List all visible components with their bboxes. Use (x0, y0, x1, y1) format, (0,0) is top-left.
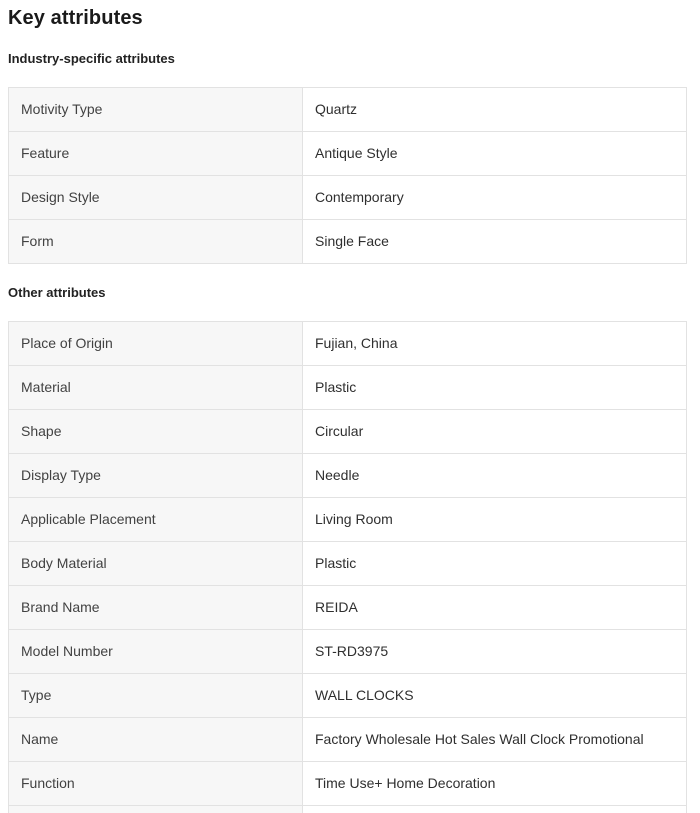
attribute-value: WALL CLOCKS (303, 674, 686, 717)
table-row (9, 219, 686, 263)
table-row (9, 585, 686, 629)
attribute-value: Single Face (303, 220, 686, 263)
attribute-value: REIDA (303, 586, 686, 629)
attribute-name: Type (9, 674, 303, 717)
attribute-value (303, 806, 686, 813)
attribute-name: Model Number (9, 630, 303, 673)
attribute-name: Function (9, 762, 303, 805)
industry-specific-attributes-table (8, 87, 687, 264)
table-row (9, 761, 686, 805)
attribute-name: Form (9, 220, 303, 263)
attribute-value: Needle (303, 454, 686, 497)
table-row (9, 131, 686, 175)
table-row (9, 673, 686, 717)
attribute-value: Quartz (303, 88, 686, 131)
attribute-value: Time Use+ Home Decoration (303, 762, 686, 805)
attribute-name: Brand Name (9, 586, 303, 629)
table-row (9, 322, 686, 365)
attribute-value: Fujian, China (303, 322, 686, 365)
other-attributes-table (8, 321, 687, 813)
attribute-value: Circular (303, 410, 686, 453)
attribute-name: Place of Origin (9, 322, 303, 365)
page-title: Key attributes (8, 7, 143, 29)
attribute-value: Plastic (303, 542, 686, 585)
attribute-value: Contemporary (303, 176, 686, 219)
table-row (9, 497, 686, 541)
section-label-industry-specific: Industry-specific attributes (8, 51, 175, 66)
attribute-name: Design Style (9, 176, 303, 219)
attribute-value: Factory Wholesale Hot Sales Wall Clock Promotional (303, 718, 686, 761)
attribute-name: Feature (9, 132, 303, 175)
table-row-partial (9, 805, 686, 813)
attribute-name: Name (9, 718, 303, 761)
attribute-value: Plastic (303, 366, 686, 409)
attribute-value: ST-RD3975 (303, 630, 686, 673)
table-row (9, 409, 686, 453)
attribute-value: Antique Style (303, 132, 686, 175)
attribute-name: Body Material (9, 542, 303, 585)
attribute-value: Living Room (303, 498, 686, 541)
attribute-name: Motivity Type (9, 88, 303, 131)
section-label-other: Other attributes (8, 285, 106, 300)
table-row (9, 629, 686, 673)
table-row (9, 717, 686, 761)
table-row (9, 365, 686, 409)
attribute-name: Material (9, 366, 303, 409)
table-row (9, 88, 686, 131)
table-row (9, 175, 686, 219)
attribute-name: Applicable Placement (9, 498, 303, 541)
attribute-name: Shape (9, 410, 303, 453)
table-row (9, 453, 686, 497)
table-row (9, 541, 686, 585)
attribute-name (9, 806, 303, 813)
attribute-name: Display Type (9, 454, 303, 497)
